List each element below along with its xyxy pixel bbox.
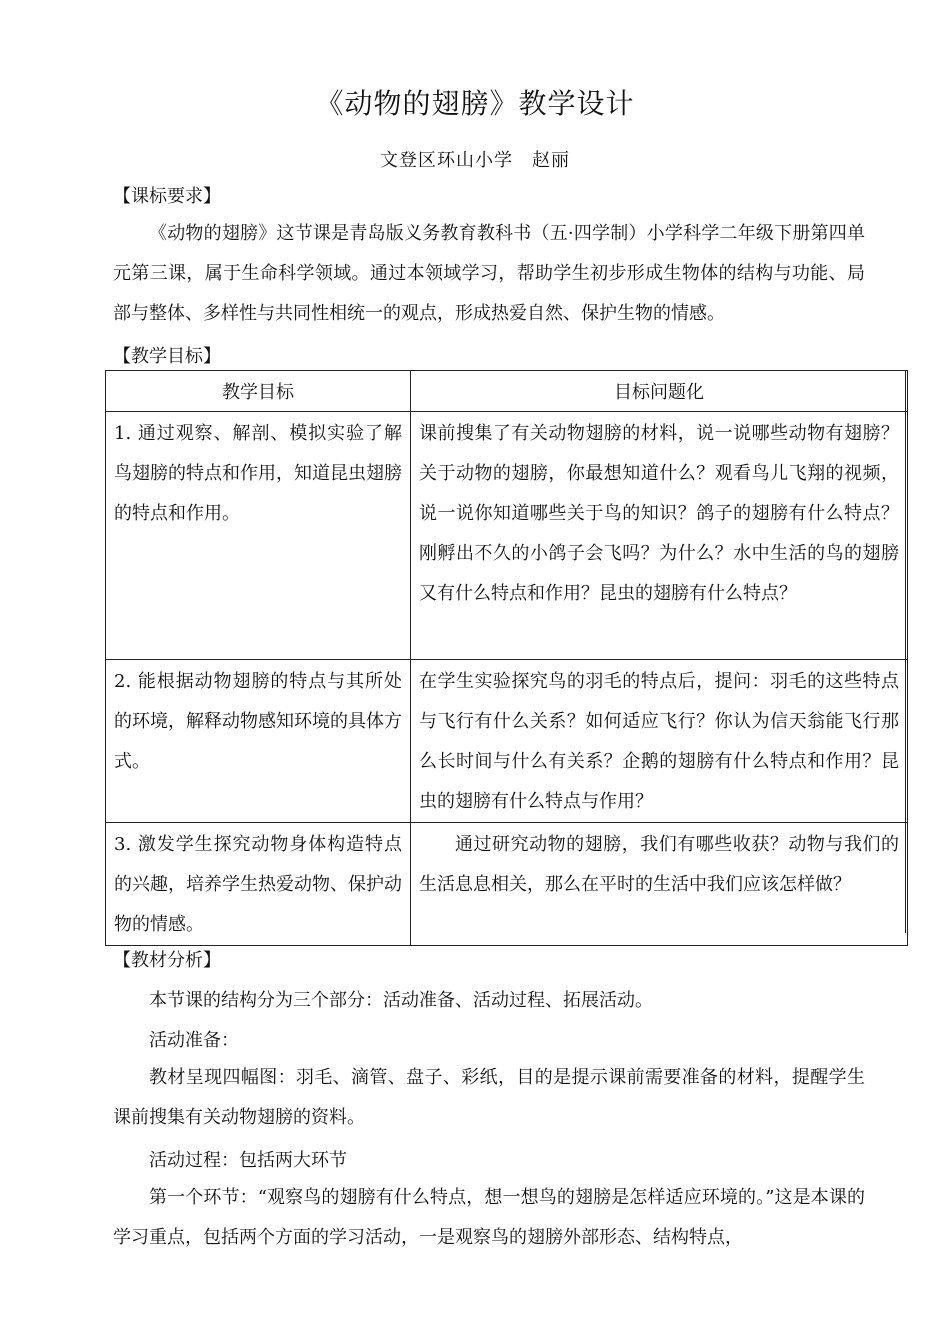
goal-cell: 3. 激发学生探究动物身体构造特点的兴趣，培养学生热爱动物、保护动物的情感。 xyxy=(106,823,411,946)
table-header-cell: 教学目标 xyxy=(106,371,411,412)
goals-table xyxy=(105,370,908,946)
section-heading-materials: 【教材分析】 xyxy=(113,950,221,971)
section-heading-curriculum: 【课标要求】 xyxy=(113,186,221,207)
table-row xyxy=(106,660,908,823)
question-cell: 在学生实验探究鸟的羽毛的特点后，提问：羽毛的这些特点与飞行有什么关系？如何适应飞行？你认为信天翁能飞行那么长时间与什么有关系？企鹅的翅膀有什么特点和作用？昆虫的翅膀有什么特点与作用？ xyxy=(411,660,908,823)
table-header-row xyxy=(106,371,908,412)
goal-cell: 2. 能根据动物翅膀的特点与其所处的环境，解释动物感知环境的具体方式。 xyxy=(106,660,411,823)
goal-cell: 1. 通过观察、解剖、模拟实验了解鸟翅膀的特点和作用，知道昆虫翅膀的特点和作用。 xyxy=(106,412,411,660)
materials-paragraph: 第一个环节：“观察鸟的翅膀有什么特点，想一想鸟的翅膀是怎样适应环境的。”这是本课的学习重点，包括两个方面的学习活动，一是观察鸟的翅膀外部形态、结构特点， xyxy=(113,1187,865,1248)
question-cell: 通过研究动物的翅膀，我们有哪些收获？动物与我们的生活息息相关，那么在平时的生活中我们应该怎样做？ xyxy=(411,823,908,946)
table-row xyxy=(106,412,908,660)
materials-paragraph: 活动准备： xyxy=(149,1030,239,1051)
materials-paragraph: 本节课的结构分为三个部分：活动准备、活动过程、拓展活动。 xyxy=(149,990,653,1011)
question-cell: 课前搜集了有关动物翅膀的材料，说一说哪些动物有翅膀？关于动物的翅膀，你最想知道什么？观看鸟儿飞翔的视频，说一说你知道哪些关于鸟的知识？鸽子的翅膀有什么特点？刚孵出不久的小鸽子会飞吗？为什么？水中生活的鸟的翅膀又有什么特点和作用？昆虫的翅膀有什么特点？ xyxy=(411,412,908,660)
document-author: 文登区环山小学 赵丽 xyxy=(380,150,570,171)
materials-paragraph: 活动过程：包括两大环节 xyxy=(149,1150,347,1171)
table-header-cell: 目标问题化 xyxy=(411,371,908,412)
table-row xyxy=(106,823,908,946)
section-heading-goals: 【教学目标】 xyxy=(113,346,221,367)
materials-paragraph: 教材呈现四幅图：羽毛、滴管、盘子、彩纸，目的是提示课前需要准备的材料，提醒学生课前搜集有关动物翅膀的资料。 xyxy=(113,1067,865,1128)
table-border-line xyxy=(905,370,906,933)
document-title: 《动物的翅膀》教学设计 xyxy=(315,87,635,120)
curriculum-paragraph: 《动物的翅膀》这节课是青岛版义务教育教科书（五·四学制）小学科学二年级下册第四单元第三课，属于生命科学领域。通过本领域学习，帮助学生初步形成生物体的结构与功能、局部与整体、多样性与共同性相统一的观点，形成热爱自然、保护生物的情感。 xyxy=(113,223,865,324)
